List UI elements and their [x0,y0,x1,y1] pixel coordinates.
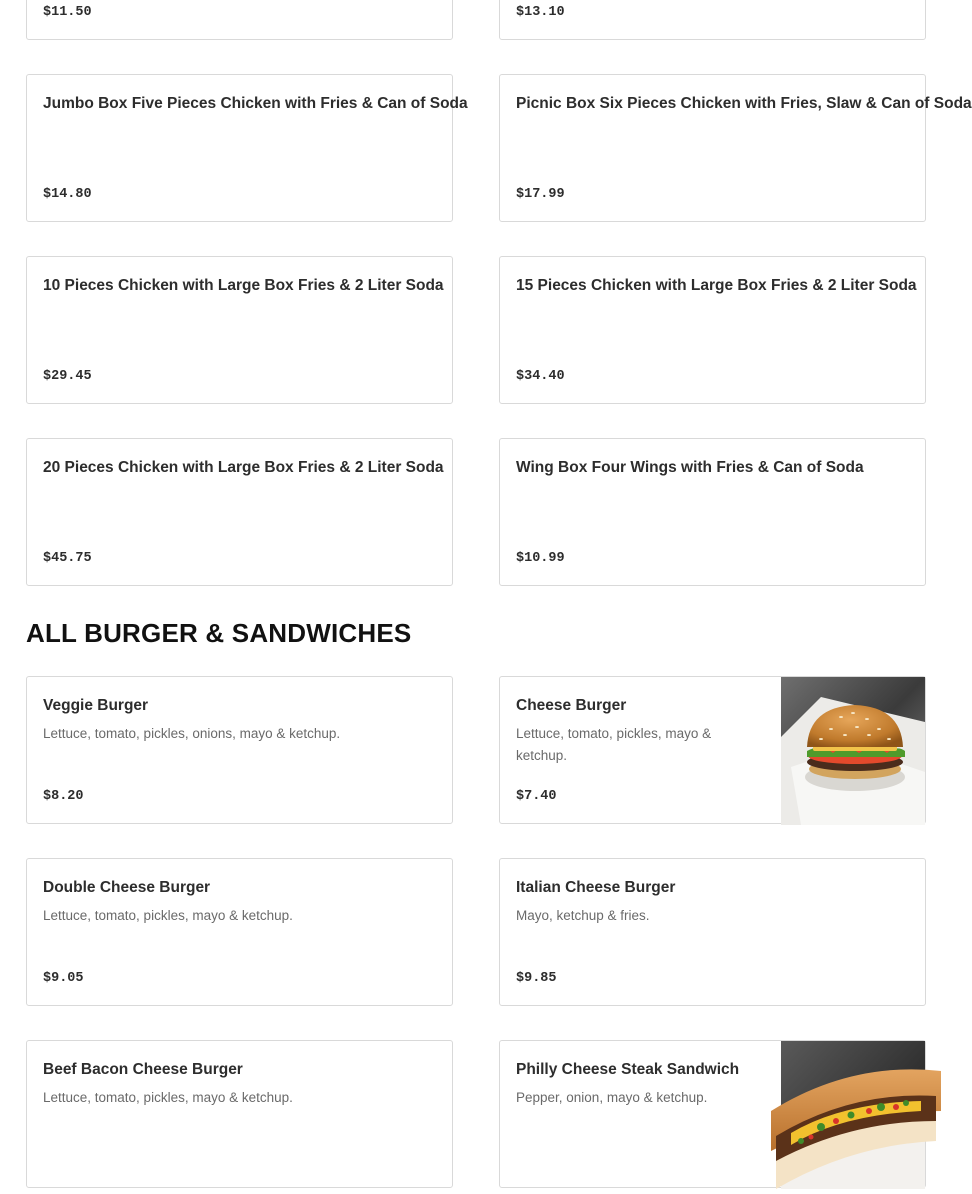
item-name: Veggie Burger [43,697,149,714]
item-name: 10 Pieces Chicken with Large Box Fries & 2 Liter Soda [43,277,444,294]
cheese-burger-photo [781,677,925,823]
item-name: Italian Cheese Burger [516,879,676,896]
menu-item-card[interactable] [499,256,926,404]
item-price: $11.50 [43,5,92,20]
item-price: $9.85 [516,971,557,986]
menu-item-card[interactable] [499,74,972,222]
item-description: Lettuce, tomato, pickles, mayo & ketchup. [516,726,712,763]
menu-item-card[interactable] [26,438,453,586]
item-name: 15 Pieces Chicken with Large Box Fries & 2 Liter Soda [516,277,917,294]
menu-item-card[interactable] [499,1040,926,1188]
item-name: Jumbo Box Five Pieces Chicken with Fries & Can of Soda [43,95,468,112]
item-name: 20 Pieces Chicken with Large Box Fries & 2 Liter Soda [43,459,444,476]
menu-item-card[interactable] [26,1040,453,1188]
philly-cheese-steak-photo [781,1041,925,1187]
item-price: $10.99 [516,551,565,566]
menu-item-card[interactable] [499,858,926,1006]
item-price: $8.20 [43,789,84,804]
item-price: $45.75 [43,551,92,566]
item-name: Double Cheese Burger [43,879,211,896]
item-name: Philly Cheese Steak Sandwich [516,1061,740,1078]
item-description: Mayo, ketchup & fries. [516,908,650,923]
item-description: Lettuce, tomato, pickles, mayo & ketchup. [43,908,293,923]
menu-item-card[interactable] [499,438,926,586]
item-price: $17.99 [516,187,565,202]
item-description: Pepper, onion, mayo & ketchup. [516,1090,708,1105]
item-description: Lettuce, tomato, pickles, mayo & ketchup. [43,1090,293,1105]
item-price: $14.80 [43,187,92,202]
item-name: Wing Box Four Wings with Fries & Can of Soda [516,459,864,476]
item-price: $7.40 [516,789,557,804]
item-price: $29.45 [43,369,92,384]
menu-item-card[interactable] [499,676,926,824]
section-title: ALL BURGER & SANDWICHES [26,618,412,648]
menu-item-card[interactable] [26,74,468,222]
menu-item-card[interactable] [26,858,453,1006]
menu-item-card[interactable] [26,676,453,824]
item-name: Beef Bacon Cheese Burger [43,1061,243,1078]
item-description: Lettuce, tomato, pickles, onions, mayo & ketchup. [43,726,341,741]
item-price: $9.05 [43,971,84,986]
menu-item-card[interactable] [26,0,453,40]
item-price: $13.10 [516,5,565,20]
item-price: $34.40 [516,369,565,384]
menu-item-card[interactable] [499,0,926,40]
item-name: Cheese Burger [516,697,627,714]
item-name: Picnic Box Six Pieces Chicken with Fries, Slaw & Can of Soda [516,95,972,112]
menu-item-card[interactable] [26,256,453,404]
